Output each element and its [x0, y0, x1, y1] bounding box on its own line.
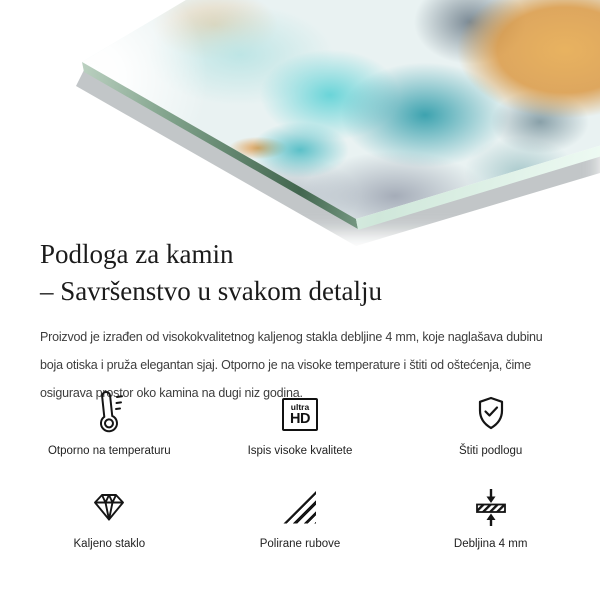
description-line: osigurava prostor oko kamina na dugi niz godina. [40, 386, 303, 400]
shield-check-icon [473, 388, 509, 440]
ultra-hd-icon [282, 388, 318, 440]
feature-label: Štiti podlogu [459, 445, 523, 457]
content-section [0, 233, 600, 407]
feature-label: Debljina 4 mm [453, 538, 528, 550]
feature-label: Kaljeno staklo [73, 538, 146, 550]
ultra-hd-text-bottom: HD [290, 410, 310, 427]
title-line-1: Podloga za kamin [40, 239, 234, 269]
polished-edges-icon [283, 481, 316, 533]
feature-tempered-glass [19, 481, 199, 550]
title-line-2: – Savršenstvo u svakom detalju [40, 276, 382, 306]
feature-label: Ispis visoke kvalitete [247, 445, 353, 457]
thickness-icon [472, 481, 510, 533]
feature-print-quality [210, 388, 390, 457]
feature-protection [401, 388, 581, 457]
thermometer-icon [93, 388, 125, 440]
description-line: boja otiska i pruža elegantan sjaj. Otporno je na visoke temperature i štiti od oštećenja, čime [40, 358, 531, 372]
feature-label: Polirane rubove [259, 538, 341, 550]
diamond-icon [91, 481, 127, 533]
sparkle-glint-icon [0, 0, 72, 72]
feature-thickness [401, 481, 581, 550]
features-grid [0, 388, 600, 550]
description-line: Proizvod je izrađen od visokokvalitetnog kaljenog stakla debljine 4 mm, koje naglašava dubinu [40, 330, 543, 344]
page-title [40, 236, 560, 310]
feature-label: Otporno na temperaturu [47, 445, 171, 457]
feature-temperature [19, 388, 199, 457]
ultra-hd-text-top: ultra [290, 402, 310, 412]
hero-product-image [0, 0, 600, 233]
feature-polished-edges [210, 481, 390, 550]
